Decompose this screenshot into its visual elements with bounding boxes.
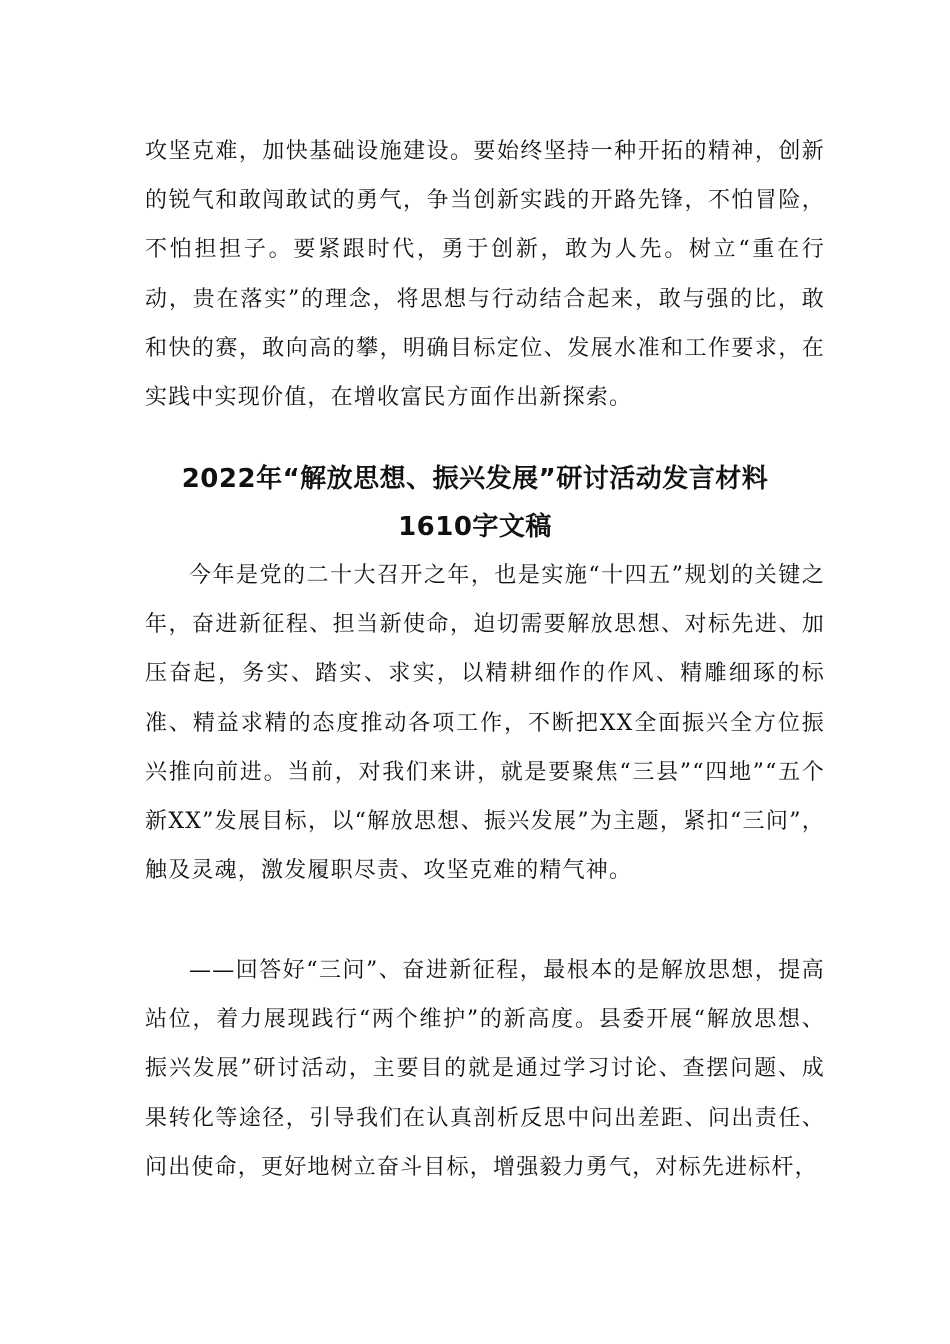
document-title-line-1: 2022年“解放思想、振兴发展”研讨活动发言材料 (181, 464, 769, 494)
paragraph-continuation: 攻坚克难，加快基础设施建设。要始终坚持一种开拓的精神，创新的锐气和敢闯敢试的勇气，争当创新实践的开路先锋，不怕冒险，不怕担担子。要紧跟时代，勇于创新，敢为人先。树立“重在行动，贵在落实”的理念，将思想与行动结合起来，敢与强的比，敢和快的赛，敢向高的攀，明确目标定位、发展水准和工作要求，在实践中实现价值，在增收富民方面作出新探索。 (145, 139, 825, 411)
document-title-line-2: 1610字文稿 (398, 512, 552, 542)
paragraph-intro: 今年是党的二十大召开之年，也是实施“十四五”规划的关键之年，奋进新征程、担当新使命，迫切需要解放思想、对标先进、加压奋起，务实、踏实、求实，以精耕细作的作风、精雕细琢的标准、精益求精的态度推动各项工作，不断把XX全面振兴全方位振兴推向前进。当前，对我们来讲，就是要聚焦“三县”“四地”“五个新XX”发展目标，以“解放思想、振兴发展”为主题，紧扣“三问”，触及灵魂，激发履职尽责、攻坚克难的精气神。 (145, 563, 825, 884)
paragraph-section-one: ——回答好“三问”、奋进新征程，最根本的是解放思想，提高站位，着力展现践行“两个维护”的新高度。县委开展“解放思想、振兴发展”研讨活动，主要目的就是通过学习讨论、查摆问题、成果转化等途径，引导我们在认真剖析反思中问出差距、问出责任、问出使命，更好地树立奋斗目标，增强毅力勇气，对标先进标杆， (145, 958, 825, 1180)
